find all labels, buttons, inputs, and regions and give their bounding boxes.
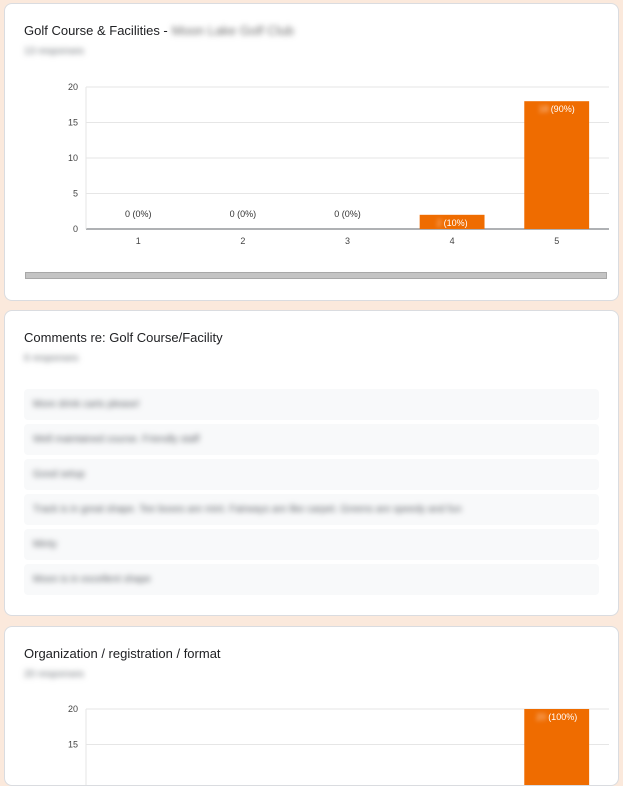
data-label-count-redacted: 20 bbox=[536, 712, 547, 722]
data-label-count-redacted: 18 bbox=[538, 104, 549, 115]
comment-text: Moon is in excellent shape bbox=[33, 574, 151, 585]
card-title: Organization / registration / format bbox=[24, 646, 221, 661]
list-item bbox=[24, 389, 599, 420]
y-tick-label: 0 bbox=[72, 224, 78, 234]
y-tick-label: 20 bbox=[67, 704, 78, 714]
data-label: 0 (0%) bbox=[334, 209, 361, 219]
x-tick-label: 4 bbox=[449, 236, 455, 246]
comments-card bbox=[4, 310, 619, 616]
response-count: 6 responses bbox=[24, 353, 79, 364]
bar-chart-organization bbox=[5, 627, 619, 786]
list-item bbox=[24, 529, 599, 560]
x-tick-label: 3 bbox=[344, 236, 351, 246]
data-label bbox=[536, 712, 577, 722]
card-title-club-name: Moon Lake Golf Club bbox=[171, 23, 294, 38]
response-count: 13 responses bbox=[24, 46, 85, 57]
data-label: 0 (0%) bbox=[125, 209, 152, 219]
horizontal-scrollbar[interactable] bbox=[25, 272, 607, 279]
card-title: Comments re: Golf Course/Facility bbox=[24, 330, 223, 345]
list-item bbox=[24, 564, 599, 595]
data-label: 0 (0%) bbox=[229, 209, 257, 219]
data-label-percent: (100%) bbox=[548, 712, 578, 722]
bar-chart-golf-course bbox=[5, 4, 619, 264]
comment-text: Minty bbox=[33, 539, 57, 550]
comments-list bbox=[24, 389, 599, 599]
comment-text: More drink carts please! bbox=[33, 399, 140, 410]
bar-5 bbox=[524, 101, 589, 229]
list-item bbox=[24, 424, 599, 455]
y-tick-label: 15 bbox=[67, 739, 78, 750]
list-item bbox=[24, 494, 599, 525]
y-tick-label: 15 bbox=[67, 117, 78, 128]
data-label-percent: (10%) bbox=[443, 217, 468, 228]
comment-text: Well maintained course. Friendly staff bbox=[33, 434, 200, 445]
x-tick-label: 1 bbox=[135, 236, 141, 246]
card-title-text: Golf Course & Facilities - bbox=[24, 23, 168, 38]
data-label-percent: (90%) bbox=[550, 104, 575, 115]
comment-text: Track is in great shape. Tee boxes are mint. Fairways are like carpet. Greens are speedy and fun bbox=[33, 504, 462, 515]
golf-course-facilities-card bbox=[4, 3, 619, 301]
data-label-count-redacted: 2 bbox=[436, 217, 442, 228]
comment-text: Good setup bbox=[33, 469, 85, 480]
data-label bbox=[437, 218, 468, 228]
organization-registration-card bbox=[4, 626, 619, 786]
x-tick-label: 5 bbox=[554, 236, 560, 246]
y-tick-label: 20 bbox=[67, 82, 78, 92]
y-tick-label: 10 bbox=[67, 153, 78, 163]
x-tick-label: 2 bbox=[240, 236, 246, 246]
data-label bbox=[539, 104, 575, 114]
response-count: 20 responses bbox=[24, 669, 85, 680]
list-item bbox=[24, 459, 599, 490]
y-tick-label: 5 bbox=[72, 188, 78, 199]
